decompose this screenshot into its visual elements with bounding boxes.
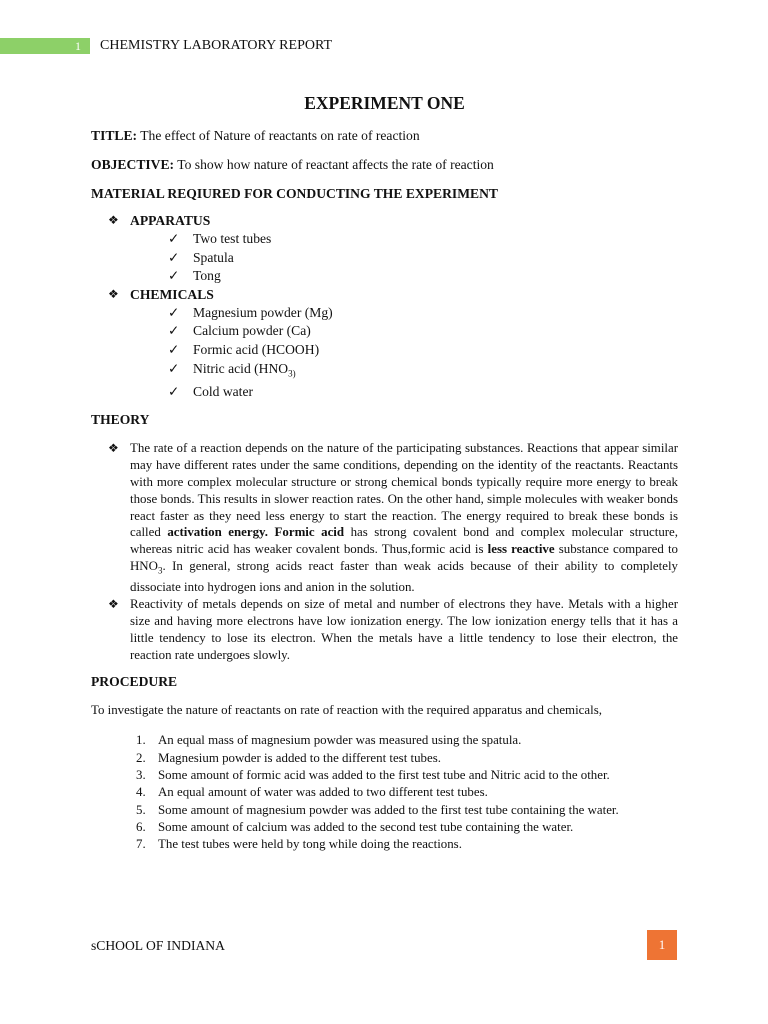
objective-text: To show how nature of reactant affects the rate of reaction	[174, 157, 494, 172]
chemicals-items	[130, 304, 678, 402]
checkmark-icon: ✓	[168, 249, 180, 265]
step-text: Some amount of formic acid was added to the first test tube and Nitric acid to the other.	[158, 768, 610, 782]
theory-heading: THEORY	[91, 412, 150, 428]
document-body	[91, 92, 678, 853]
experiment-title: EXPERIMENT ONE	[304, 93, 465, 113]
nitric-subscript: 3)	[288, 368, 296, 379]
list-item	[168, 383, 678, 402]
list-item	[168, 341, 678, 360]
step-number: 4.	[136, 785, 146, 800]
diamond-bullet-icon: ❖	[108, 597, 119, 612]
theory-text: has strong covalent bond and complex molecular structure, whereas nitric acid has weaker covalent bonds. Thus,formic acid is	[130, 525, 679, 557]
list-item	[168, 267, 678, 286]
checkmark-icon: ✓	[168, 231, 180, 246]
chemical-item-text: Formic acid (HCOOH)	[193, 341, 320, 357]
apparatus-item-text: Two test tubes	[193, 231, 272, 246]
procedure-intro: To investigate the nature of reactants on rate of reaction with the required apparatus and chemicals,	[91, 703, 602, 718]
footer-school: sCHOOL OF INDIANA	[91, 938, 225, 953]
step-text: Some amount of magnesium powder was added to the first test tube containing the water.	[158, 802, 619, 817]
checkmark-icon: ✓	[168, 323, 180, 339]
objective-line	[91, 156, 678, 173]
checkmark-icon: ✓	[168, 360, 180, 376]
apparatus-item-text: Spatula	[193, 249, 234, 265]
chemical-item-text: Magnesium powder (Mg)	[193, 304, 333, 320]
theory-list	[91, 440, 678, 663]
header-title: CHEMISTRY LABORATORY REPORT	[100, 38, 333, 53]
theory-text: Reactivity of metals depends on size of metal and number of electrons they have. Metals with a higher size and having more electrons have low ionization energy. The low ionization energy tells that it has a little tendency to lose its electron. When the metals have a little tendency to lose their electron, the reaction rate undergoes slowly.	[130, 597, 678, 662]
hno3-subscript: 3	[157, 565, 163, 576]
diamond-bullet-icon: ❖	[108, 441, 119, 456]
header-page-number: 1	[0, 38, 90, 54]
step-number: 1.	[136, 733, 146, 748]
step-number: 6.	[136, 819, 146, 834]
list-item	[136, 836, 678, 853]
diamond-bullet-icon: ❖	[108, 286, 119, 301]
chemical-item-text: Cold water	[193, 383, 254, 399]
title-text: The effect of Nature of reactants on rate of reaction	[137, 128, 420, 143]
step-number: 5.	[136, 802, 146, 817]
list-item	[136, 750, 678, 767]
procedure-steps	[91, 732, 678, 853]
apparatus-group	[91, 212, 678, 286]
theory-text: substance compared to HNO	[130, 542, 678, 574]
list-item	[136, 802, 678, 819]
step-text: An equal amount of water was added to two different test tubes.	[158, 785, 488, 800]
procedure-heading: PROCEDURE	[91, 674, 178, 690]
theory-text: . In general, strong acids react faster than weak acids because of their ability to completely dissociate into hydrogen ions and anion in the solution.	[130, 559, 678, 595]
checkmark-icon: ✓	[168, 268, 180, 284]
footer-page-number: 1	[647, 930, 677, 960]
materials-list	[91, 212, 678, 401]
step-number: 7.	[136, 837, 146, 852]
apparatus-heading: APPARATUS	[130, 213, 211, 228]
list-item	[136, 784, 678, 801]
chemicals-heading: CHEMICALS	[130, 286, 214, 302]
chemical-item-text: Nitric acid (HNO	[193, 360, 289, 376]
list-item	[168, 322, 678, 341]
title-label: TITLE:	[91, 128, 138, 143]
objective-label: OBJECTIVE:	[91, 157, 175, 172]
list-item	[136, 732, 678, 749]
theory-paragraph-2	[91, 596, 678, 663]
page-header	[0, 38, 768, 54]
list-item	[168, 304, 678, 323]
checkmark-icon: ✓	[168, 341, 180, 357]
theory-bold-text: less reactive	[487, 542, 555, 557]
theory-text: The rate of a reaction depends on the nature of the participating substances. Reactions that appear similar may have different rates under the same conditions, depending on the identity of the reactants. Reactants with more complex molecular structure or strong chemical bonds typically require more energy to break those bonds. This results in slower reaction rates. On the other hand, simple molecules with weaker bonds react faster as they need less energy to start the reaction. The energy required to break these bonds is called	[130, 441, 678, 540]
checkmark-icon: ✓	[168, 304, 180, 320]
apparatus-item-text: Tong	[193, 268, 221, 284]
list-item	[136, 767, 678, 784]
theory-paragraph-1	[91, 440, 678, 596]
step-text: An equal mass of magnesium powder was measured using the spatula.	[158, 733, 522, 748]
list-item	[136, 819, 678, 836]
step-text: The test tubes were held by tong while doing the reactions.	[158, 837, 462, 852]
theory-bold-text: activation energy. Formic acid	[167, 525, 345, 540]
checkmark-icon: ✓	[168, 383, 180, 399]
step-number: 3.	[136, 768, 146, 782]
chemical-item-text: Calcium powder (Ca)	[193, 323, 311, 339]
step-text: Magnesium powder is added to the different test tubes.	[158, 750, 441, 765]
chemicals-group	[91, 286, 678, 402]
apparatus-items	[130, 230, 678, 286]
step-number: 2.	[136, 750, 146, 765]
title-line	[91, 127, 678, 144]
list-item	[168, 230, 678, 249]
diamond-bullet-icon: ❖	[108, 213, 119, 227]
step-text: Some amount of calcium was added to the second test tube containing the water.	[158, 819, 574, 834]
materials-heading: MATERIAL REQIURED FOR CONDUCTING THE EXPERIMENT	[91, 186, 498, 201]
list-item	[168, 360, 678, 383]
list-item	[168, 249, 678, 268]
